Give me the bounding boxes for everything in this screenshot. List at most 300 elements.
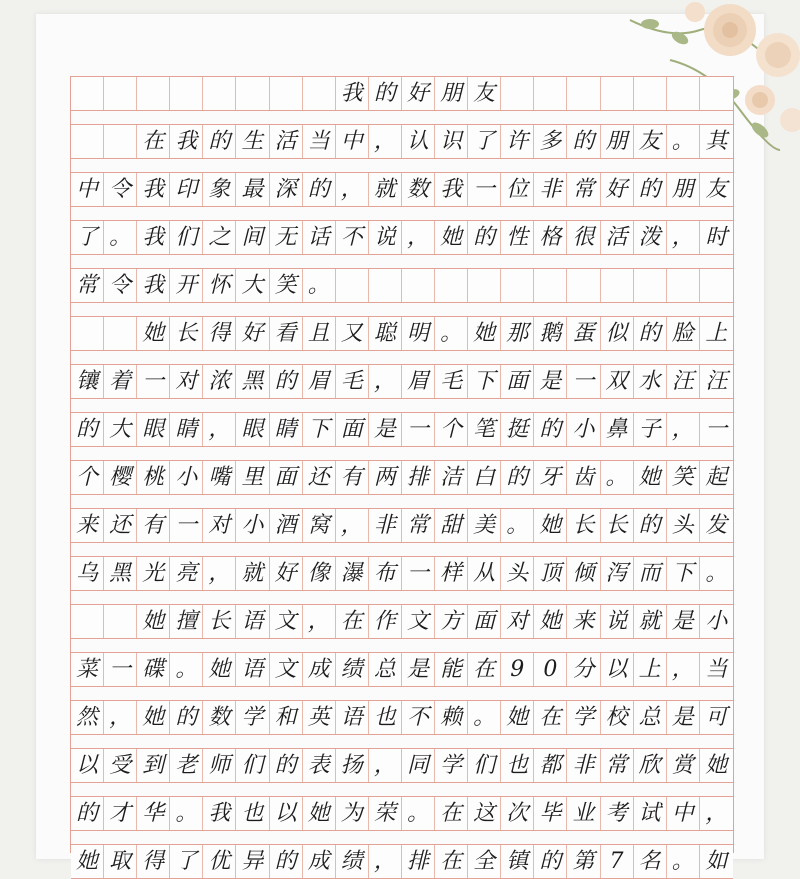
grid-cell: 。 (667, 125, 700, 158)
grid-cell: 黑 (236, 365, 269, 398)
grid-cell: 里 (236, 461, 269, 494)
grid-cell (700, 77, 733, 110)
grid-cell: 泻 (601, 557, 634, 590)
grid-cell: 活 (601, 221, 634, 254)
grid-cell: 。 (501, 509, 534, 542)
grid-cell: 朋 (601, 125, 634, 158)
grid-cell: 一 (402, 413, 435, 446)
grid-cell (270, 77, 303, 110)
grid-cell: ， (402, 221, 435, 254)
grid-cell: 对 (501, 605, 534, 638)
essay-line-row (71, 460, 733, 495)
grid-cell (534, 77, 567, 110)
grid-cell: 有 (336, 461, 369, 494)
grid-cell: 的 (71, 413, 104, 446)
grid-cell: 格 (534, 221, 567, 254)
grid-cell: 的 (203, 125, 236, 158)
grid-cell: 的 (634, 317, 667, 350)
grid-cell: 嘴 (203, 461, 236, 494)
grid-cell: 得 (137, 845, 170, 878)
grid-cell: 就 (634, 605, 667, 638)
grid-cell: 绩 (336, 845, 369, 878)
grid-cell: 都 (534, 749, 567, 782)
grid-cell: 好 (270, 557, 303, 590)
grid-cell (104, 125, 137, 158)
grid-cell: 们 (170, 221, 203, 254)
grid-cell: 好 (236, 317, 269, 350)
essay-line-row (71, 508, 733, 543)
grid-cell: 我 (137, 269, 170, 302)
grid-cell: 笑 (667, 461, 700, 494)
grid-cell: 朋 (667, 173, 700, 206)
grid-cell: 学 (435, 749, 468, 782)
grid-cell (369, 269, 402, 302)
grid-cell: 大 (104, 413, 137, 446)
grid-cell: 第 (567, 845, 600, 878)
grid-cell: 是 (534, 365, 567, 398)
grid-cell: 是 (402, 653, 435, 686)
grid-cell: 个 (435, 413, 468, 446)
grid-cell: 校 (601, 701, 634, 734)
grid-cell: 中 (71, 173, 104, 206)
grid-cell: 排 (402, 461, 435, 494)
grid-cell: 师 (203, 749, 236, 782)
grid-cell: 在 (435, 797, 468, 830)
grid-cell: 不 (402, 701, 435, 734)
grid-cell: 为 (336, 797, 369, 830)
grid-cell: 酒 (270, 509, 303, 542)
grid-cell: 一 (468, 173, 501, 206)
grid-cell: 碟 (137, 653, 170, 686)
grid-cell: 语 (236, 605, 269, 638)
grid-cell: 生 (236, 125, 269, 158)
grid-cell: 擅 (170, 605, 203, 638)
grid-cell: 印 (170, 173, 203, 206)
grid-cell: 鼻 (601, 413, 634, 446)
grid-cell: 还 (303, 461, 336, 494)
essay-line-row (71, 268, 733, 303)
grid-cell: 表 (303, 749, 336, 782)
grid-cell: 最 (236, 173, 269, 206)
grid-cell: 在 (534, 701, 567, 734)
grid-cell: 光 (137, 557, 170, 590)
grid-cell: 且 (303, 317, 336, 350)
grid-cell: 像 (303, 557, 336, 590)
grid-cell: 排 (402, 845, 435, 878)
grid-cell: 一 (104, 653, 137, 686)
grid-cell: 一 (402, 557, 435, 590)
grid-cell: 识 (435, 125, 468, 158)
grid-cell: 9 (501, 653, 534, 686)
grid-cell: 成 (303, 845, 336, 878)
grid-cell: ， (336, 509, 369, 542)
grid-cell: 又 (336, 317, 369, 350)
grid-cell: 以 (601, 653, 634, 686)
grid-cell: 是 (667, 605, 700, 638)
grid-cell: 我 (336, 77, 369, 110)
grid-cell: 头 (501, 557, 534, 590)
grid-cell: ， (667, 653, 700, 686)
grid-cell: 成 (303, 653, 336, 686)
grid-cell: 了 (170, 845, 203, 878)
grid-cell: 镶 (71, 365, 104, 398)
grid-cell: 面 (468, 605, 501, 638)
grid-cell: 华 (137, 797, 170, 830)
grid-cell: 作 (369, 605, 402, 638)
grid-cell: 毕 (534, 797, 567, 830)
essay-line-row (71, 124, 733, 159)
grid-cell: 样 (435, 557, 468, 590)
grid-cell (435, 269, 468, 302)
grid-cell: 的 (501, 461, 534, 494)
essay-line-row (71, 172, 733, 207)
grid-cell: 这 (468, 797, 501, 830)
grid-cell: 她 (137, 317, 170, 350)
grid-cell: 无 (270, 221, 303, 254)
grid-cell: 。 (104, 221, 137, 254)
grid-cell (468, 269, 501, 302)
grid-cell: 的 (634, 509, 667, 542)
essay-line-row (71, 556, 733, 591)
grid-cell (336, 269, 369, 302)
grid-cell: 语 (336, 701, 369, 734)
grid-cell (501, 269, 534, 302)
grid-cell: 小 (236, 509, 269, 542)
grid-cell: 赖 (435, 701, 468, 734)
grid-cell: 们 (468, 749, 501, 782)
grid-cell: 头 (667, 509, 700, 542)
grid-cell: 笑 (270, 269, 303, 302)
grid-cell: 眼 (137, 413, 170, 446)
grid-cell: 。 (435, 317, 468, 350)
grid-cell: 。 (170, 653, 203, 686)
grid-cell: 了 (71, 221, 104, 254)
grid-cell: 睛 (170, 413, 203, 446)
grid-cell (667, 269, 700, 302)
grid-cell: ， (303, 605, 336, 638)
grid-cell: 说 (369, 221, 402, 254)
grid-cell: 中 (336, 125, 369, 158)
grid-cell: 着 (104, 365, 137, 398)
grid-cell: 眉 (402, 365, 435, 398)
grid-cell: 桃 (137, 461, 170, 494)
grid-cell (104, 317, 137, 350)
grid-cell (104, 77, 137, 110)
grid-cell: ， (705, 800, 728, 826)
grid-cell (170, 77, 203, 110)
grid-cell: 也 (369, 701, 402, 734)
grid-cell: 好 (601, 173, 634, 206)
grid-cell: 在 (336, 605, 369, 638)
grid-cell: 上 (705, 320, 728, 346)
grid-cell: 毛 (336, 365, 369, 398)
grid-cell: 以 (71, 749, 104, 782)
grid-cell: 她 (501, 701, 534, 734)
grid-cell: ， (104, 701, 137, 734)
grid-cell (137, 77, 170, 110)
grid-cell: 也 (501, 749, 534, 782)
grid-cell: 常 (567, 173, 600, 206)
grid-cell: 分 (567, 653, 600, 686)
grid-cell: 上 (634, 653, 667, 686)
grid-cell (104, 605, 137, 638)
grid-cell: 说 (601, 605, 634, 638)
grid-cell: 7 (601, 845, 634, 878)
grid-cell: 多 (534, 125, 567, 158)
grid-cell: 们 (236, 749, 269, 782)
grid-cell: 来 (71, 509, 104, 542)
grid-cell: 鹅 (534, 317, 567, 350)
grid-cell: 发 (705, 512, 728, 538)
grid-cell: 怀 (203, 269, 236, 302)
grid-cell: 的 (170, 701, 203, 734)
grid-cell: 就 (236, 557, 269, 590)
grid-cell: 当 (303, 125, 336, 158)
grid-cell: ， (667, 221, 700, 254)
grid-cell: 全 (468, 845, 501, 878)
grid-cell: 明 (402, 317, 435, 350)
grid-cell: 下 (303, 413, 336, 446)
grid-cell: ， (369, 365, 402, 398)
grid-cell: ， (203, 413, 236, 446)
grid-cell: 她 (468, 317, 501, 350)
grid-cell (402, 269, 435, 302)
grid-cell: 小 (567, 413, 600, 446)
essay-line-row (71, 700, 733, 735)
grid-cell (303, 77, 336, 110)
grid-cell: 令 (104, 269, 137, 302)
grid-cell: 数 (402, 173, 435, 206)
grid-cell: 甜 (435, 509, 468, 542)
grid-cell: 长 (170, 317, 203, 350)
grid-cell: 方 (435, 605, 468, 638)
grid-cell: 一 (137, 365, 170, 398)
grid-cell: 许 (501, 125, 534, 158)
essay-line-row (71, 748, 733, 783)
grid-cell: 白 (468, 461, 501, 494)
grid-cell: 深 (270, 173, 303, 206)
grid-cell (203, 77, 236, 110)
grid-cell: 她 (137, 605, 170, 638)
grid-cell: 两 (369, 461, 402, 494)
grid-cell: 老 (170, 749, 203, 782)
grid-cell: 睛 (270, 413, 303, 446)
grid-cell: 看 (270, 317, 303, 350)
grid-cell: 对 (170, 365, 203, 398)
grid-cell: 的 (71, 797, 104, 830)
grid-cell: 欣 (634, 749, 667, 782)
grid-cell (567, 77, 600, 110)
grid-cell: 的 (468, 221, 501, 254)
grid-cell: 一 (567, 365, 600, 398)
grid-cell: 乌 (71, 557, 104, 590)
grid-cell: 了 (468, 125, 501, 158)
grid-cell: 似 (601, 317, 634, 350)
grid-cell (501, 77, 534, 110)
grid-cell: 英 (303, 701, 336, 734)
grid-cell: 布 (369, 557, 402, 590)
grid-cell: 子 (634, 413, 667, 446)
grid-cell: 在 (468, 653, 501, 686)
grid-cell: 和 (270, 701, 303, 734)
grid-cell: 文 (402, 605, 435, 638)
grid-cell: 同 (402, 749, 435, 782)
grid-cell: 眉 (303, 365, 336, 398)
grid-cell: 齿 (567, 461, 600, 494)
grid-cell: 还 (104, 509, 137, 542)
grid-cell: 。 (705, 560, 728, 586)
grid-cell: 0 (534, 653, 567, 686)
essay-line-row (71, 844, 733, 879)
grid-cell: 蛋 (567, 317, 600, 350)
grid-cell: 。 (468, 701, 501, 734)
grid-cell: 来 (567, 605, 600, 638)
grid-cell: 得 (203, 317, 236, 350)
grid-cell: 脸 (667, 317, 700, 350)
grid-cell: 的 (534, 845, 567, 878)
essay-line-row (71, 796, 733, 831)
grid-cell: 很 (567, 221, 600, 254)
grid-cell: 牙 (534, 461, 567, 494)
grid-cell: 我 (137, 221, 170, 254)
grid-cell: 小 (170, 461, 203, 494)
grid-cell: 能 (435, 653, 468, 686)
grid-cell: 窝 (303, 509, 336, 542)
grid-cell (71, 605, 104, 638)
grid-cell: 聪 (369, 317, 402, 350)
grid-cell: 。 (170, 797, 203, 830)
grid-cell: 起 (705, 464, 728, 490)
grid-cell: ， (203, 557, 236, 590)
grid-cell: 毛 (435, 365, 468, 398)
grid-cell: 异 (236, 845, 269, 878)
grid-cell: 的 (567, 125, 600, 158)
grid-cell: ， (369, 125, 402, 158)
grid-cell: 黑 (104, 557, 137, 590)
grid-cell: 。 (402, 797, 435, 830)
grid-cell: 双 (601, 365, 634, 398)
grid-cell: 好 (402, 77, 435, 110)
grid-cell: 友 (634, 125, 667, 158)
grid-cell: 业 (567, 797, 600, 830)
grid-cell: 泼 (634, 221, 667, 254)
grid-cell: 绩 (336, 653, 369, 686)
grid-cell: 的 (634, 173, 667, 206)
grid-cell: 常 (71, 269, 104, 302)
grid-cell: ， (667, 413, 700, 446)
grid-cell: 个 (71, 461, 104, 494)
grid-cell: 取 (104, 845, 137, 878)
grid-cell: 我 (170, 125, 203, 158)
grid-cell (700, 269, 733, 302)
grid-cell: 是 (369, 413, 402, 446)
grid-cell: 友 (468, 77, 501, 110)
grid-cell: 那 (501, 317, 534, 350)
grid-cell: 语 (236, 653, 269, 686)
grid-cell: 大 (236, 269, 269, 302)
grid-cell: 。 (601, 461, 634, 494)
grid-cell (634, 77, 667, 110)
grid-cell: 如 (705, 848, 728, 874)
grid-cell: 长 (203, 605, 236, 638)
grid-cell: 的 (270, 845, 303, 878)
grid-cell: ， (369, 845, 402, 878)
grid-cell: 而 (634, 557, 667, 590)
grid-cell: 在 (435, 845, 468, 878)
grid-cell: 长 (601, 509, 634, 542)
essay-line-row (71, 652, 733, 687)
essay-line-row (71, 604, 733, 639)
grid-cell: 优 (203, 845, 236, 878)
grid-cell: 不 (336, 221, 369, 254)
grid-cell: 考 (601, 797, 634, 830)
grid-cell: 她 (534, 509, 567, 542)
grid-cell (634, 269, 667, 302)
grid-cell: 她 (435, 221, 468, 254)
grid-cell: 数 (203, 701, 236, 734)
grid-cell: 顶 (534, 557, 567, 590)
grid-cell: 然 (71, 701, 104, 734)
grid-cell: 到 (137, 749, 170, 782)
grid-cell: 她 (634, 461, 667, 494)
grid-cell: 她 (534, 605, 567, 638)
grid-cell: ， (336, 173, 369, 206)
grid-cell: 我 (203, 797, 236, 830)
grid-cell (71, 125, 104, 158)
grid-cell: 以 (270, 797, 303, 830)
grid-cell: 。 (303, 269, 336, 302)
grid-cell: 我 (137, 173, 170, 206)
grid-cell: 的 (270, 365, 303, 398)
grid-cell: 朋 (435, 77, 468, 110)
grid-cell: 文 (270, 605, 303, 638)
grid-cell: 汪 (705, 368, 728, 394)
grid-cell: 次 (501, 797, 534, 830)
grid-cell: 赏 (667, 749, 700, 782)
grid-cell: 樱 (104, 461, 137, 494)
grid-cell: 友 (705, 176, 728, 202)
grid-cell: 文 (270, 653, 303, 686)
grid-cell: 长 (567, 509, 600, 542)
grid-cell (601, 77, 634, 110)
grid-cell: 亮 (170, 557, 203, 590)
grid-cell: 名 (634, 845, 667, 878)
grid-cell: 菜 (71, 653, 104, 686)
grid-cell (601, 269, 634, 302)
grid-cell: 非 (369, 509, 402, 542)
grid-cell: 水 (634, 365, 667, 398)
grid-cell: 才 (104, 797, 137, 830)
grid-cell: 扬 (336, 749, 369, 782)
grid-cell: 性 (501, 221, 534, 254)
grid-cell: 的 (534, 413, 567, 446)
grid-cell: 从 (468, 557, 501, 590)
grid-cell: 中 (667, 797, 700, 830)
grid-cell: 常 (402, 509, 435, 542)
grid-cell: 有 (137, 509, 170, 542)
grid-cell: 。 (667, 845, 700, 878)
grid-cell: 的 (369, 77, 402, 110)
grid-cell: 开 (170, 269, 203, 302)
grid-cell: 学 (567, 701, 600, 734)
grid-cell: 荣 (369, 797, 402, 830)
grid-cell (567, 269, 600, 302)
grid-cell: 认 (402, 125, 435, 158)
essay-title-row (71, 76, 733, 111)
grid-cell: 一 (705, 416, 728, 442)
grid-cell: 下 (667, 557, 700, 590)
grid-cell: 象 (203, 173, 236, 206)
